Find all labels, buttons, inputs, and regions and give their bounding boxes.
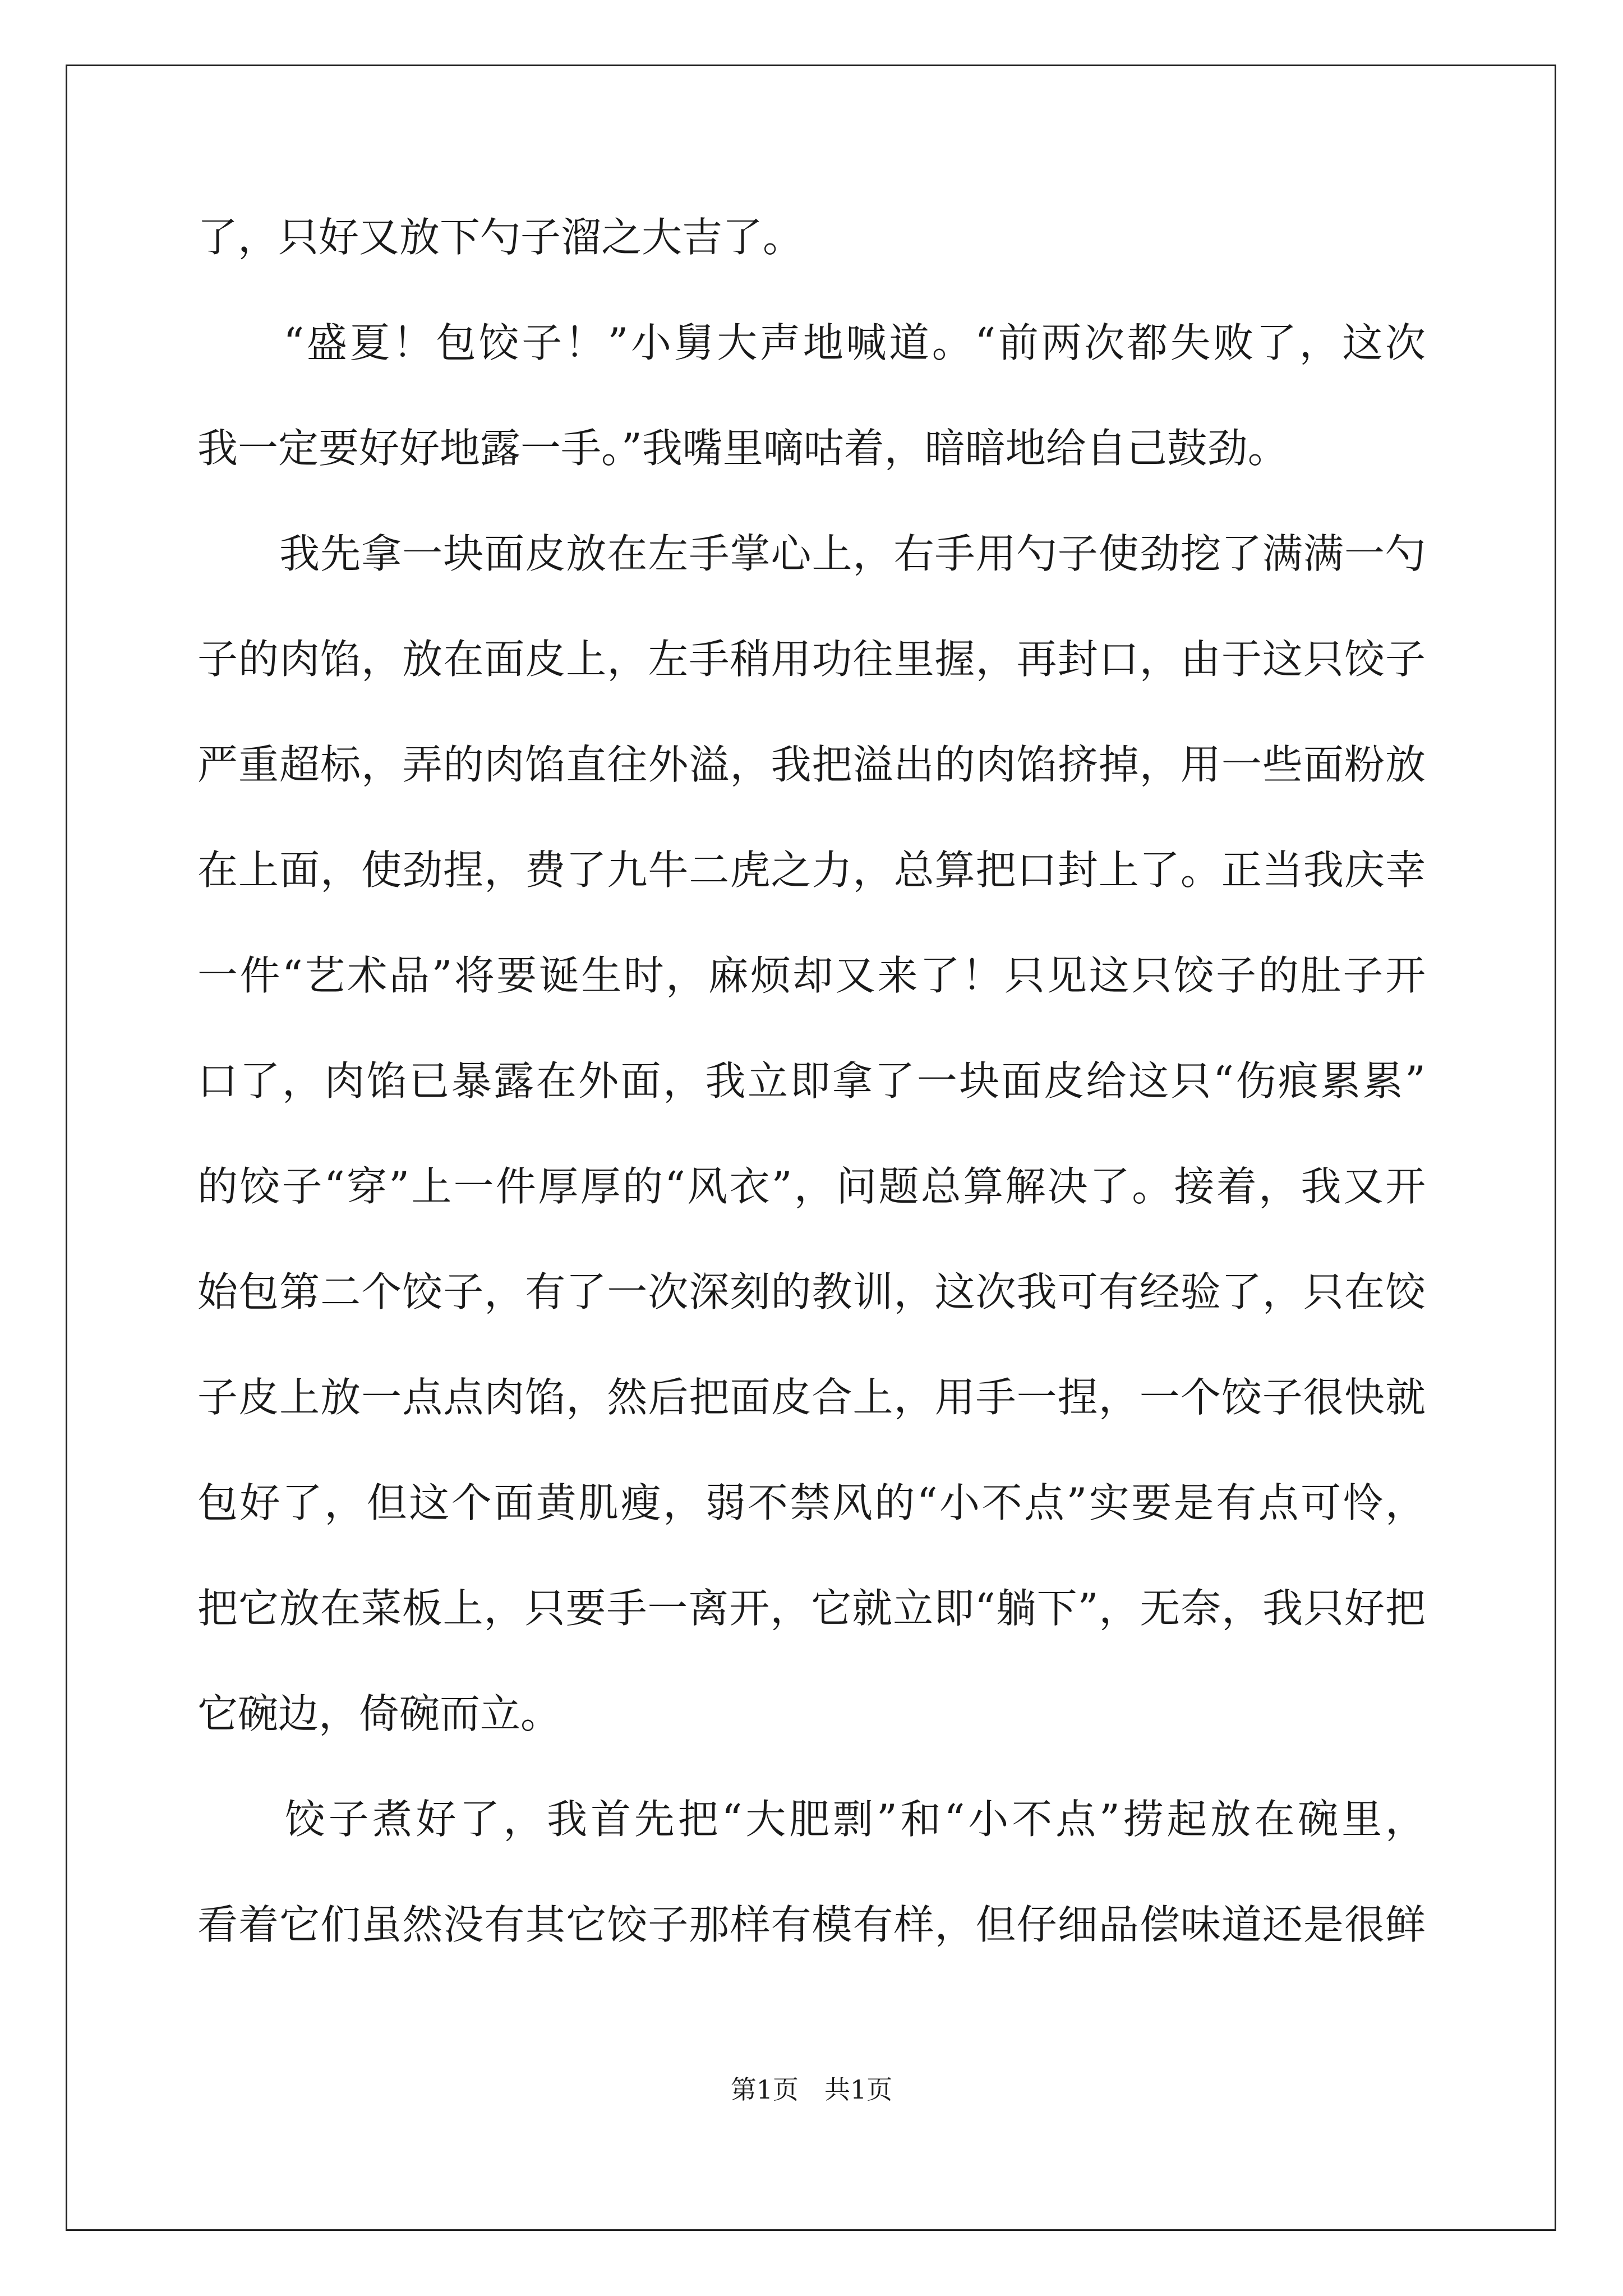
text-line: 饺子煮好了，我首先把“大肥剽”和“小不点”捞起放在碗里， bbox=[197, 1796, 1426, 1843]
text-line: 始包第二个饺子，有了一次深刻的教训，这次我可有经验了，只在饺 bbox=[197, 1268, 1426, 1315]
text-line: 我一定要好好地露一手。”我嘴里嘀咕着，暗暗地给自己鼓劲。 bbox=[197, 425, 1288, 472]
text-line: “盛夏！包饺子！”小舅大声地喊道。“前两次都失败了，这次 bbox=[197, 319, 1426, 366]
text-line: 包好了，但这个面黄肌瘦，弱不禁风的“小不点”实要是有点可怜， bbox=[197, 1479, 1426, 1526]
text-line: 一件“艺术品”将要诞生时，麻烦却又来了！只见这只饺子的肚子开 bbox=[197, 952, 1426, 999]
text-line: 口了，肉馅已暴露在外面，我立即拿了一块面皮给这只“伤痕累累” bbox=[197, 1057, 1426, 1105]
text-line: 的饺子“穿”上一件厚厚的“风衣”，问题总算解决了。接着，我又开 bbox=[197, 1163, 1426, 1210]
text-line: 了，只好又放下勺子溜之大吉了。 bbox=[197, 214, 804, 261]
text-line: 我先拿一块面皮放在左手掌心上，右手用勺子使劲挖了满满一勺 bbox=[197, 530, 1426, 577]
text-line: 看着它们虽然没有其它饺子那样有模有样，但仔细品偿味道还是很鲜 bbox=[197, 1901, 1426, 1948]
text-line: 严重超标，弄的肉馅直往外溢，我把溢出的肉馅挤掉，用一些面粉放 bbox=[197, 741, 1426, 788]
text-line: 它碗边，倚碗而立。 bbox=[197, 1690, 561, 1737]
text-line: 在上面，使劲捏，费了九牛二虎之力，总算把口封上了。正当我庆幸 bbox=[197, 846, 1426, 894]
text-line: 把它放在菜板上，只要手一离开，它就立即“躺下”，无奈，我只好把 bbox=[197, 1585, 1426, 1632]
text-line: 子皮上放一点点肉馅，然后把面皮合上，用手一捏，一个饺子很快就 bbox=[197, 1374, 1426, 1421]
text-line: 子的肉馅，放在面皮上，左手稍用功往里握，再封口，由于这只饺子 bbox=[197, 636, 1426, 683]
page-footer: 第1页 共1页 bbox=[730, 2074, 893, 2105]
